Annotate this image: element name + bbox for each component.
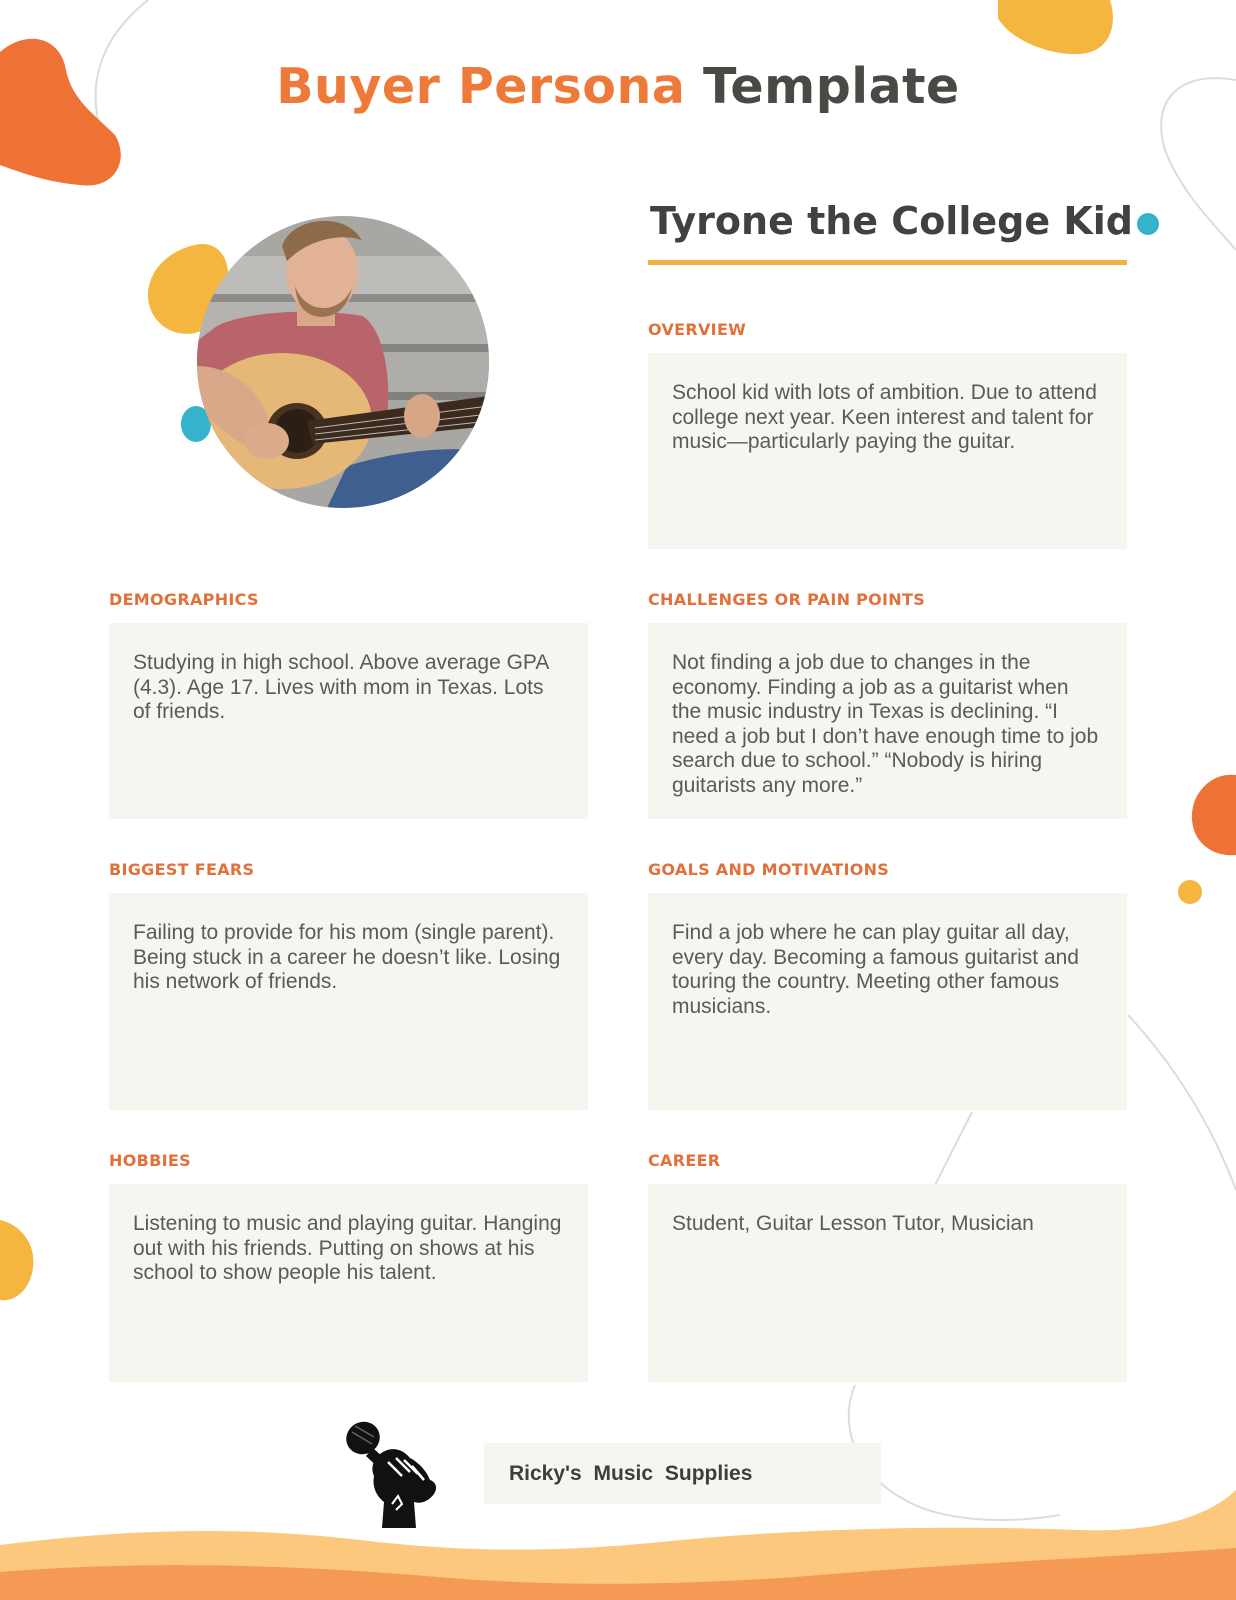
guitar-player-illustration [197, 216, 489, 508]
demographics-text: Studying in high school. Above average GPA (4.3). Age 17. Lives with mom in Texas. Lots of friends. [133, 651, 549, 723]
company-name: Ricky's Music Supplies [509, 1462, 753, 1485]
career-text: Student, Guitar Lesson Tutor, Musician [672, 1212, 1034, 1235]
overview-text: School kid with lots of ambition. Due to attend college next year. Keen interest and talent for music—particularly paying the guitar. [672, 381, 1097, 453]
persona-name: Tyrone the College Kid [650, 199, 1133, 243]
career-label: CAREER [648, 1151, 721, 1170]
footer-company-box [484, 1443, 881, 1504]
hobbies-box [109, 1184, 588, 1382]
challenges-box [648, 623, 1127, 819]
title-accent: Buyer Persona [276, 58, 686, 115]
fears-text: Failing to provide for his mom (single parent). Being stuck in a career he doesn’t like. Losing his network of friends. [133, 921, 561, 993]
demographics-label: DEMOGRAPHICS [109, 590, 259, 609]
overview-box [648, 353, 1127, 549]
fears-box [109, 893, 588, 1110]
fears-label: BIGGEST FEARS [109, 860, 255, 879]
goals-box [648, 893, 1127, 1110]
overview-label: OVERVIEW [648, 320, 747, 339]
challenges-text: Not finding a job due to changes in the economy. Finding a job as a guitarist when the music industry in Texas is declining. “I need a job but I don’t have enough time to job search due to school.” “Nobody is hiring guitarists any more.” [672, 651, 1099, 797]
challenges-label: CHALLENGES OR PAIN POINTS [648, 590, 926, 609]
goals-text: Find a job where he can play guitar all day, every day. Becoming a famous guitarist and touring the country. Meeting other famous musicians. [672, 921, 1079, 1018]
career-box [648, 1184, 1127, 1382]
persona-photo [197, 216, 489, 508]
goals-label: GOALS AND MOTIVATIONS [648, 860, 890, 879]
hobbies-text: Listening to music and playing guitar. Hanging out with his friends. Putting on shows at his school to show people his talent. [133, 1212, 562, 1284]
fist-holding-microphone-icon [340, 1418, 450, 1530]
persona-name-underline [648, 260, 1127, 265]
hobbies-label: HOBBIES [109, 1151, 191, 1170]
title-rest: Template [702, 58, 960, 115]
demographics-box [109, 623, 588, 819]
page-title [0, 58, 1236, 115]
